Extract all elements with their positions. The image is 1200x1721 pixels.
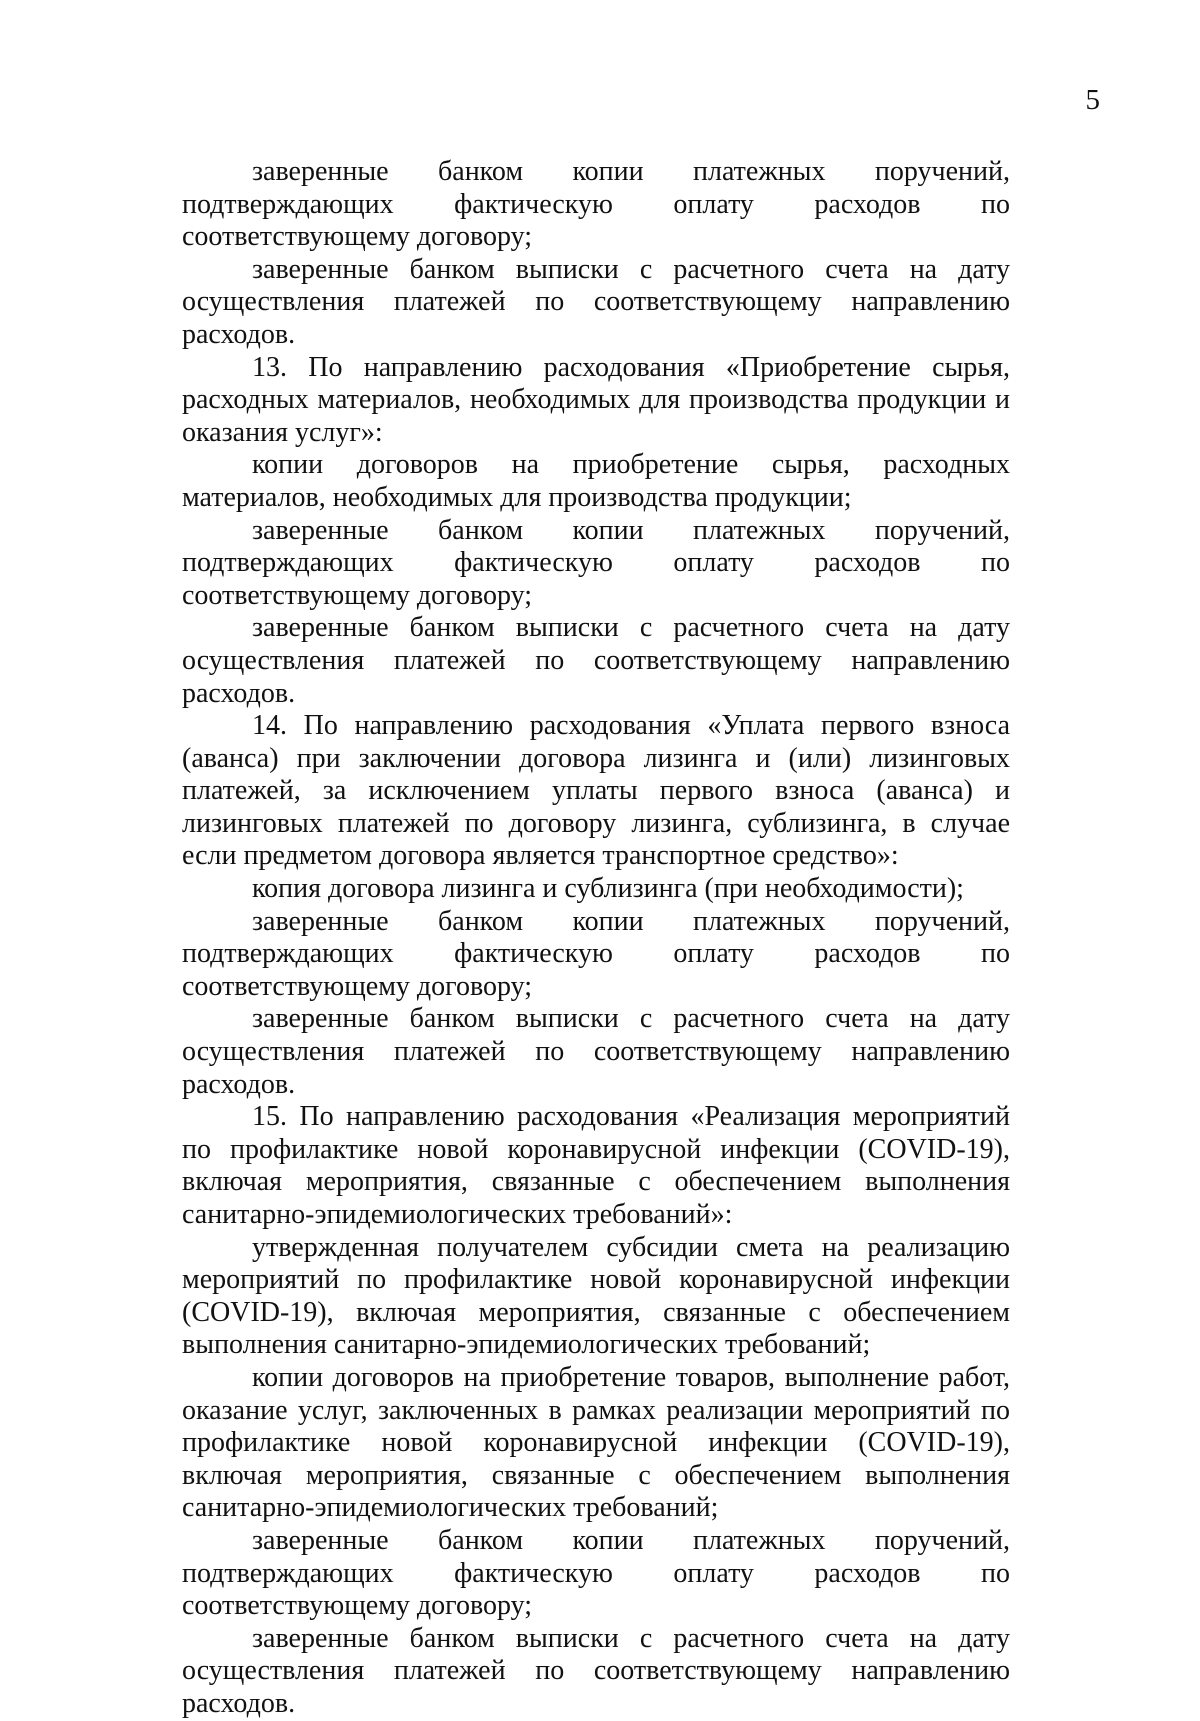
paragraph: заверенные банком выписки с расчетного счета на дату осуществления платежей по соответствующему направлению расходов. [182, 1622, 1010, 1719]
paragraph: утвержденная получателем субсидии смета на реализацию мероприятий по профилактике новой коронавирусной инфекции (COVID-19), включая мероприятия, связанные с обеспечением выполнения санитарно-эпидемиологических требований; [182, 1231, 1010, 1361]
section-14-heading: 14. По направлению расходования «Уплата первого взноса (аванса) при заключении договора лизинга и (или) лизинговых платежей, за исключением уплаты первого взноса (аванса) и лизинговых платежей по договору лизинга, сублизинга, в случае если предметом договора является транспортное средство»: [182, 710, 1010, 872]
document-body [182, 156, 1010, 1721]
paragraph: заверенные банком выписки с расчетного счета на дату осуществления платежей по соответствующему направлению расходов. [182, 1003, 1010, 1100]
paragraph: копия договора лизинга и сублизинга (при необходимости); [252, 873, 964, 905]
page-number: 5 [1085, 84, 1100, 116]
section-15-heading: 15. По направлению расходования «Реализация мероприятий по профилактике новой коронавирусной инфекции (COVID-19), включая мероприятия, связанные с обеспечением выполнения санитарно-эпидемиологических требований»: [182, 1101, 1010, 1230]
paragraph: заверенные банком копии платежных поручений, подтверждающих фактическую оплату расходов по соответствующему договору; [182, 156, 1010, 253]
paragraph: заверенные банком копии платежных поручений, подтверждающих фактическую оплату расходов по соответствующему договору; [182, 514, 1010, 611]
paragraph: копии договоров на приобретение сырья, расходных материалов, необходимых для производства продукции; [182, 449, 1010, 513]
paragraph: заверенные банком выписки с расчетного счета на дату осуществления платежей по соответствующему направлению расходов. [182, 612, 1010, 709]
paragraph: заверенные банком копии платежных поручений, подтверждающих фактическую оплату расходов по соответствующему договору; [182, 1524, 1010, 1622]
section-13-heading: 13. По направлению расходования «Приобретение сырья, расходных материалов, необходимых для производства продукции и оказания услуг»: [182, 351, 1010, 448]
paragraph: заверенные банком выписки с расчетного счета на дату осуществления платежей по соответствующему направлению расходов. [182, 253, 1010, 350]
paragraph: заверенные банком копии платежных поручений, подтверждающих фактическую оплату расходов по соответствующему договору; [182, 905, 1010, 1002]
paragraph: копии договоров на приобретение товаров, выполнение работ, оказание услуг, заключенных в рамках реализации мероприятий по профилактике новой коронавирусной инфекции (COVID-19), включая мероприятия, связанные с обеспечением выполнения санитарно-эпидемиологических требований; [182, 1361, 1010, 1524]
